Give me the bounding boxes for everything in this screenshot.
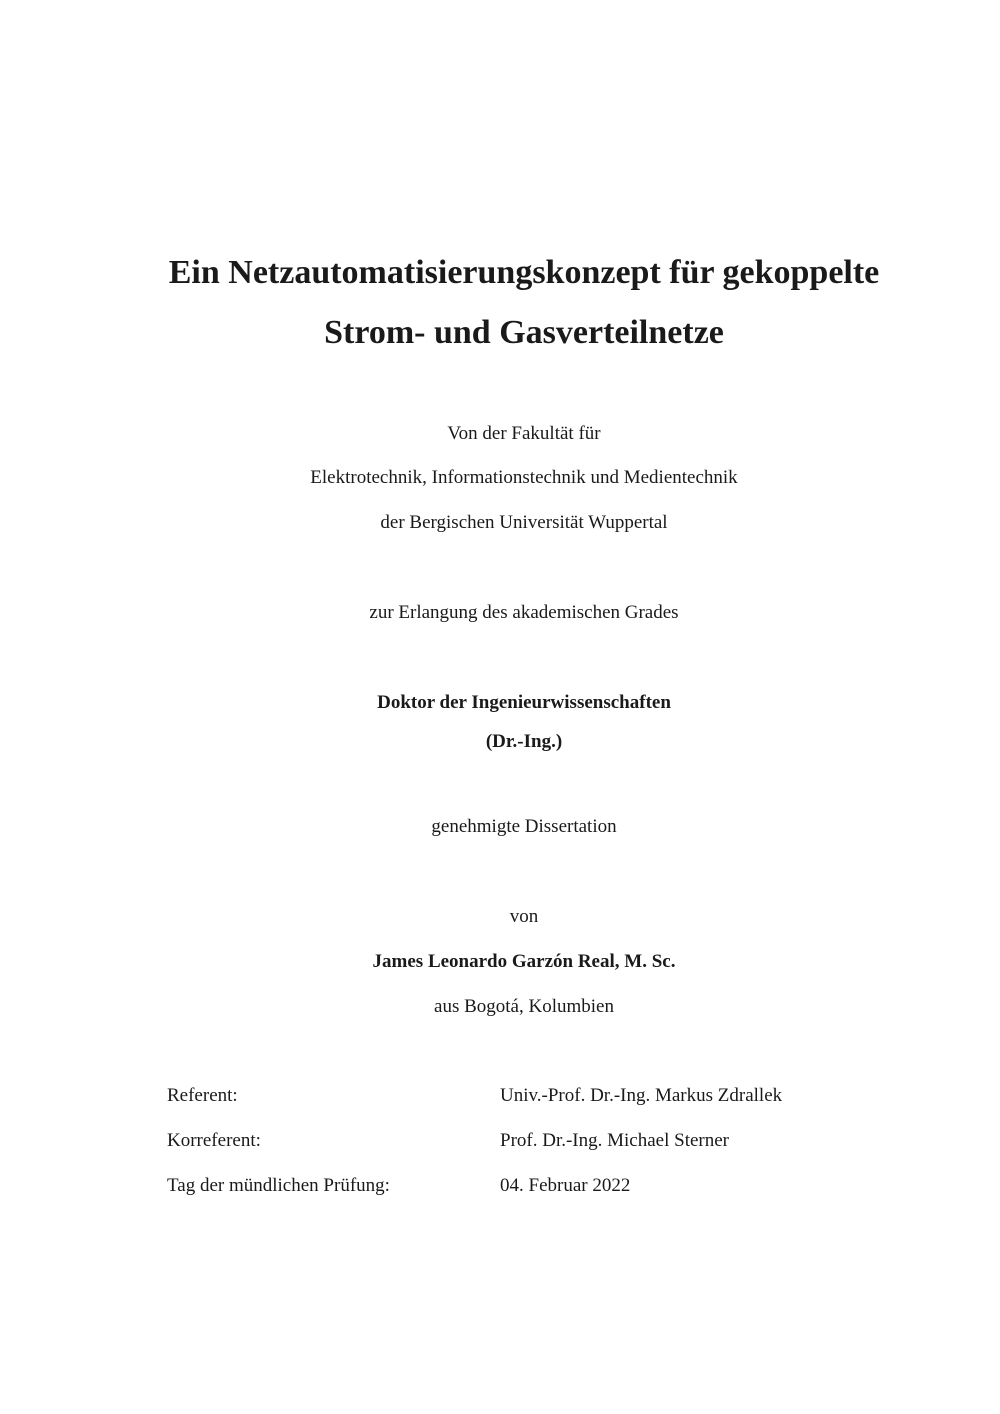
approval-text: genehmigte Dissertation (431, 816, 617, 837)
committee-value: Univ.-Prof. Dr.-Ing. Markus Zdrallek (500, 1085, 783, 1106)
degree-purpose: zur Erlangung des akademischen Grades (369, 602, 679, 623)
degree-name: Doktor der Ingenieurwissenschaften (377, 692, 671, 713)
committee-label: Tag der mündlichen Prüfung: (167, 1175, 390, 1196)
committee-label: Korreferent: (167, 1130, 261, 1151)
author-name: James Leonardo Garzón Real, M. Sc. (372, 951, 676, 972)
author-by: von (509, 906, 539, 927)
faculty-line-3: der Bergischen Universität Wuppertal (380, 512, 668, 533)
committee-value: Prof. Dr.-Ing. Michael Sterner (500, 1130, 729, 1151)
committee-value: 04. Februar 2022 (500, 1175, 631, 1196)
faculty-line-2: Elektrotechnik, Informationstechnik und Medientechnik (310, 467, 738, 488)
title-line-2: Strom- und Gasverteilnetze (324, 314, 724, 351)
committee-label: Referent: (167, 1085, 238, 1106)
degree-abbreviation: (Dr.-Ing.) (485, 731, 563, 752)
author-origin: aus Bogotá, Kolumbien (434, 996, 614, 1017)
title-line-1: Ein Netzautomatisierungskonzept für gekoppelte (168, 254, 880, 291)
faculty-line-1: Von der Fakultät für (447, 423, 601, 444)
